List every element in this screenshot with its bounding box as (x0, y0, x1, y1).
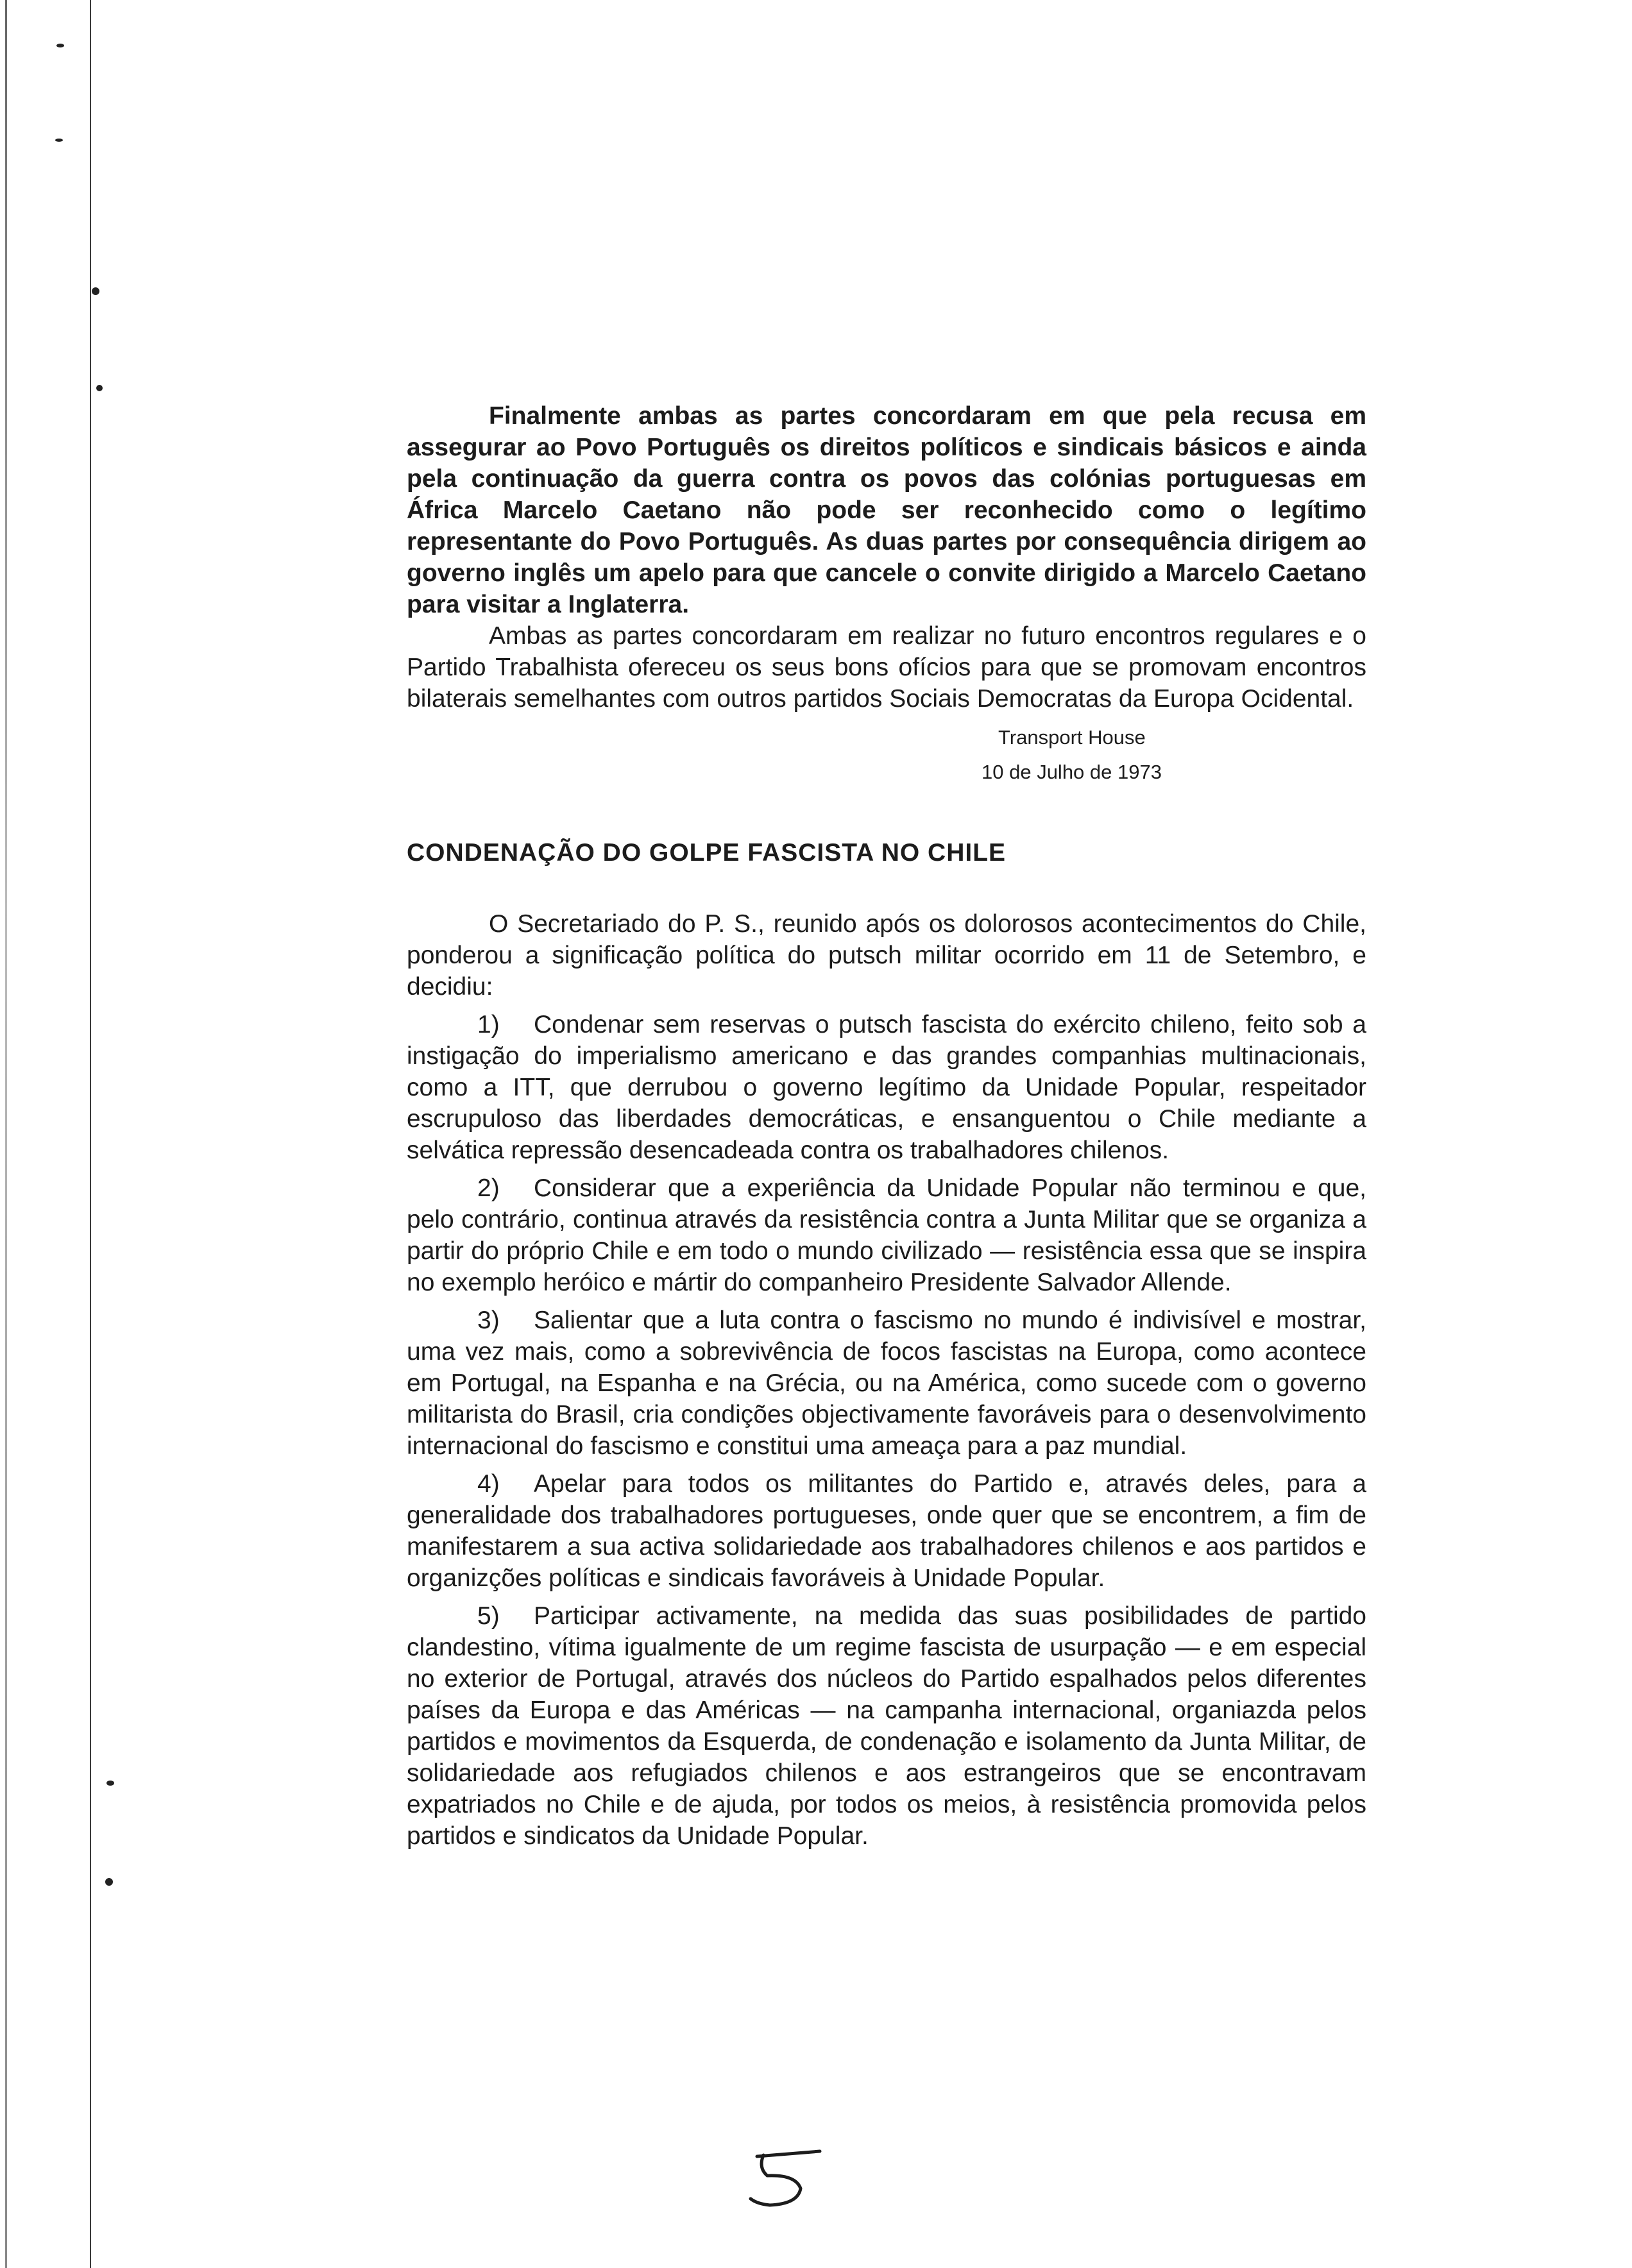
list-number: 2) (477, 1174, 500, 1202)
intro-paragraph: O Secretariado do P. S., reunido após os dolorosos acontecimentos do Chile, ponderou a significação política do putsch militar ocorrido em 11 de Setembro, e decidiu: (407, 910, 1366, 1001)
list-number: 4) (477, 1470, 500, 1498)
paragraph: Ambas as partes concordaram em realizar no futuro encontros regulares e o Partido Trabalhista ofereceu os seus bons ofícios para que se promovam encontros bilaterais semelhantes com outros partidos Sociais Democratas da Europa Ocidental. (407, 622, 1366, 713)
list-item-text: Participar activamente, na medida das suas posibilidades de partido clandestino, vítima igualmente de um regime fascista de usurpação — e em especial no exterior de Portugal, através dos núcleos do Partido espalhados pelos diferentes países da Europa e das Américas — na campanha internacional, organiazda pelos partidos e movimentos da Esquerda, de condenação e isolamento da Junta Militar, de solidariedade aos refugiados chilenos e aos estrangeiros que se encontravam expatriados no Chile e de ajuda, por todos os meios, à resistência promovida pelos partidos e sindicatos da Unidade Popular. (407, 1602, 1366, 1850)
list-item-text: Apelar para todos os militantes do Partido e, através deles, para a generalidade dos trabalhadores portugueses, onde quer que se encontrem, a fim de manifestarem a sua activa solidariedade aos trabalhadores chilenos e aos partidos e organizções políticas e sindicais favoráveis à Unidade Popular. (407, 1470, 1366, 1592)
list-number: 3) (477, 1307, 500, 1334)
section-1-body (407, 400, 1366, 715)
list-number: 1) (477, 1011, 500, 1038)
scan-speck (105, 1878, 113, 1886)
list-item-text: Salientar que a luta contra o fascismo no mundo é indivisível e mostrar, uma vez mais, como a sobrevivência de focos fascistas na Europa, como acontece em Portugal, na Espanha e na Grécia, ou na América, como sucede com o governo militarista do Brasil, cria condições objectivamente favoráveis para o desenvolvimento internacional do fascismo e constitui uma ameaça para a paz mundial. (407, 1307, 1366, 1460)
scan-edge-left (5, 0, 7, 2268)
list-item (407, 1600, 1366, 1852)
list-item-text: Considerar que a experiência da Unidade Popular não terminou e que, pelo contrário, continua através da resistência contra a Junta Militar que se organiza a partir do próprio Chile e em todo o mundo civilizado — resistência essa que se inspira no exemplo heróico e mártir do companheiro Presidente Salvador Allende. (407, 1174, 1366, 1296)
signature-place: Transport House (998, 726, 1146, 749)
page-number-handwritten (744, 2142, 828, 2213)
scan-speck (56, 44, 64, 47)
scan-speck (106, 1781, 114, 1786)
list-item-text: Condenar sem reservas o putsch fascista do exército chileno, feito sob a instigação do imperialismo americano e das grandes companhias multinacionais, como a ITT, que derrubou o governo legítimo da Unidade Popular, respeitador escrupuloso das liberdades democráticas, e ensanguentou o Chile mediante a selvática repressão desencadeada contra os trabalhadores chilenos. (407, 1011, 1366, 1164)
list-item (407, 1172, 1366, 1298)
binding-line (90, 0, 91, 2268)
scan-speck (96, 385, 103, 391)
list-item (407, 1305, 1366, 1462)
list-item (407, 1009, 1366, 1166)
signature-date: 10 de Julho de 1973 (982, 761, 1162, 783)
section-2-body (407, 908, 1366, 1852)
scan-speck (92, 287, 99, 295)
scan-speck (55, 139, 63, 142)
list-number: 5) (477, 1602, 500, 1630)
page-number (744, 2142, 828, 2216)
list-item (407, 1468, 1366, 1594)
paragraph-bold: Finalmente ambas as partes concordaram em que pela recusa em assegurar ao Povo Português os direitos políticos e sindicais básicos e ainda pela continuação da guerra contra os povos das colónias portuguesas em África Marcelo Caetano não pode ser reconhecido como o legítimo representante do Povo Português. As duas partes por consequência dirigem ao governo inglês um apelo para que cancele o convite dirigido a Marcelo Caetano para visitar a Inglaterra. (407, 402, 1366, 618)
section-heading: CONDENAÇÃO DO GOLPE FASCISTA NO CHILE (407, 839, 1007, 867)
